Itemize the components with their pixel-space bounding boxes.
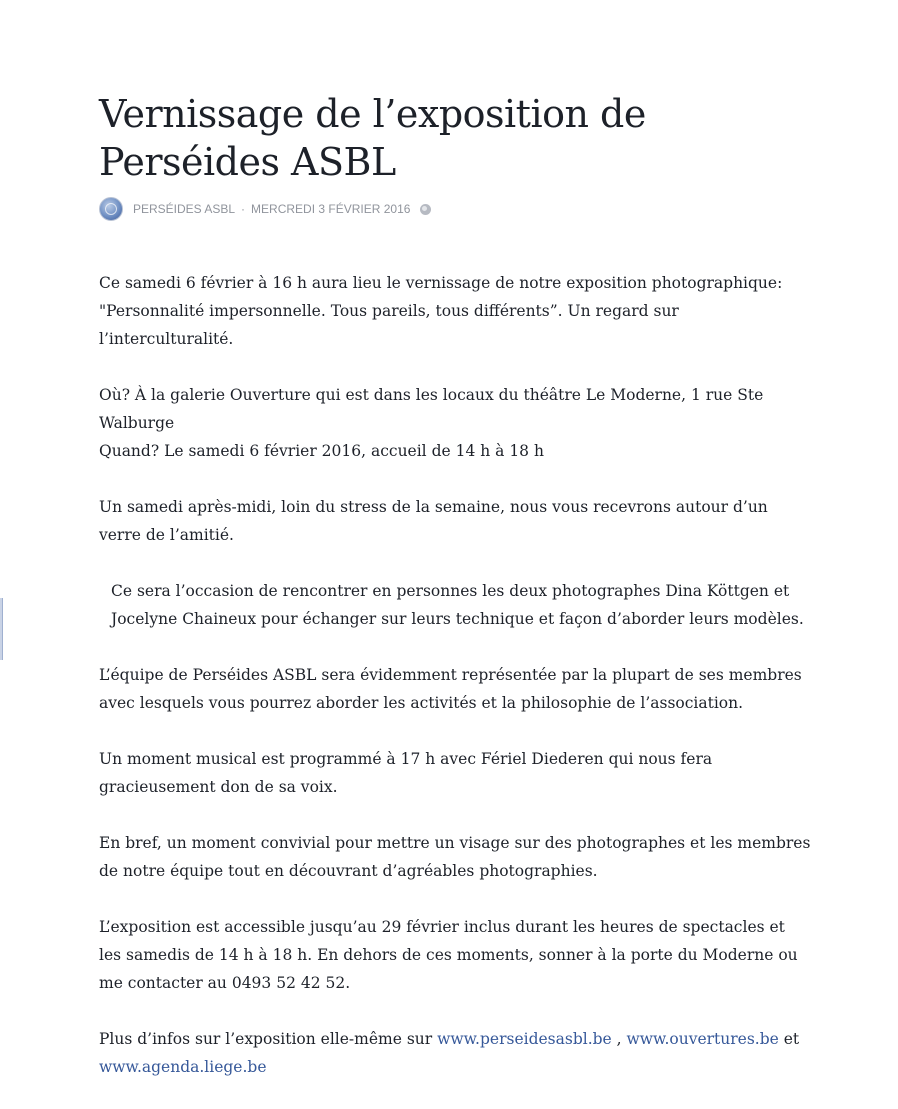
paragraph-access: L’exposition est accessible jusqu’au 29 février inclus durant les heures de spectacles et les samedis de 14 h à 18 h. En dehors de ces moments, sonner à la porte du Moderne ou me contacter au 0493 52 42 52.: [99, 918, 798, 992]
globe-icon[interactable]: [420, 204, 431, 215]
link-agenda-liege[interactable]: www.agenda.liege.be: [99, 1058, 267, 1076]
paragraph-summary: En bref, un moment convivial pour mettre un visage sur des photographes et les membres de notre équipe tout en découvrant d’agréables photographies.: [99, 834, 811, 880]
left-edge-scroll-indicator: [0, 598, 3, 660]
author-avatar[interactable]: [99, 197, 123, 221]
article-meta: [99, 196, 811, 222]
paragraph-team: L’équipe de Perséides ASBL sera évidemment représentée par la plupart de ses membres avec lesquels vous pourrez aborder les activités et la philosophie de l’association.: [99, 666, 802, 712]
paragraph-afternoon: Un samedi après-midi, loin du stress de la semaine, nous vous recevrons autour d’un verre de l’amitié.: [99, 498, 768, 544]
article-title: Vernissage de l’exposition de Perséides ASBL: [99, 92, 646, 184]
article-body: [99, 269, 811, 1081]
publish-date[interactable]: MERCREDI 3 FÉVRIER 2016: [251, 202, 411, 216]
paragraph-where-when: Où? À la galerie Ouverture qui est dans les locaux du théâtre Le Moderne, 1 rue Ste Walburge Quand? Le samedi 6 février 2016, accueil de 14 h à 18 h: [99, 386, 764, 460]
paragraph-photographers: Ce sera l’occasion de rencontrer en personnes les deux photographes Dina Köttgen et Jocelyne Chaineux pour échanger sur leurs technique et façon d’aborder leurs modèles.: [111, 582, 804, 628]
paragraph-more-info: Plus d’infos sur l’exposition elle-même sur www.perseidesasbl.be , www.ouvertures.be et www.agenda.liege.be: [99, 1030, 800, 1076]
meta-separator: ·: [241, 202, 246, 216]
link-ouvertures[interactable]: www.ouvertures.be: [626, 1030, 779, 1048]
paragraph-music: Un moment musical est programmé à 17 h avec Fériel Diederen qui nous fera gracieusement don de sa voix.: [99, 750, 713, 796]
link-perseidesasbl[interactable]: www.perseidesasbl.be: [437, 1030, 612, 1048]
author-name[interactable]: PERSÉIDES ASBL: [133, 202, 236, 216]
paragraph-announcement: Ce samedi 6 février à 16 h aura lieu le vernissage de notre exposition photographique: "Personnalité impersonnelle. Tous pareils, tous différents”. Un regard sur l’interculturalité.: [99, 274, 783, 348]
note-article: [99, 90, 811, 1109]
